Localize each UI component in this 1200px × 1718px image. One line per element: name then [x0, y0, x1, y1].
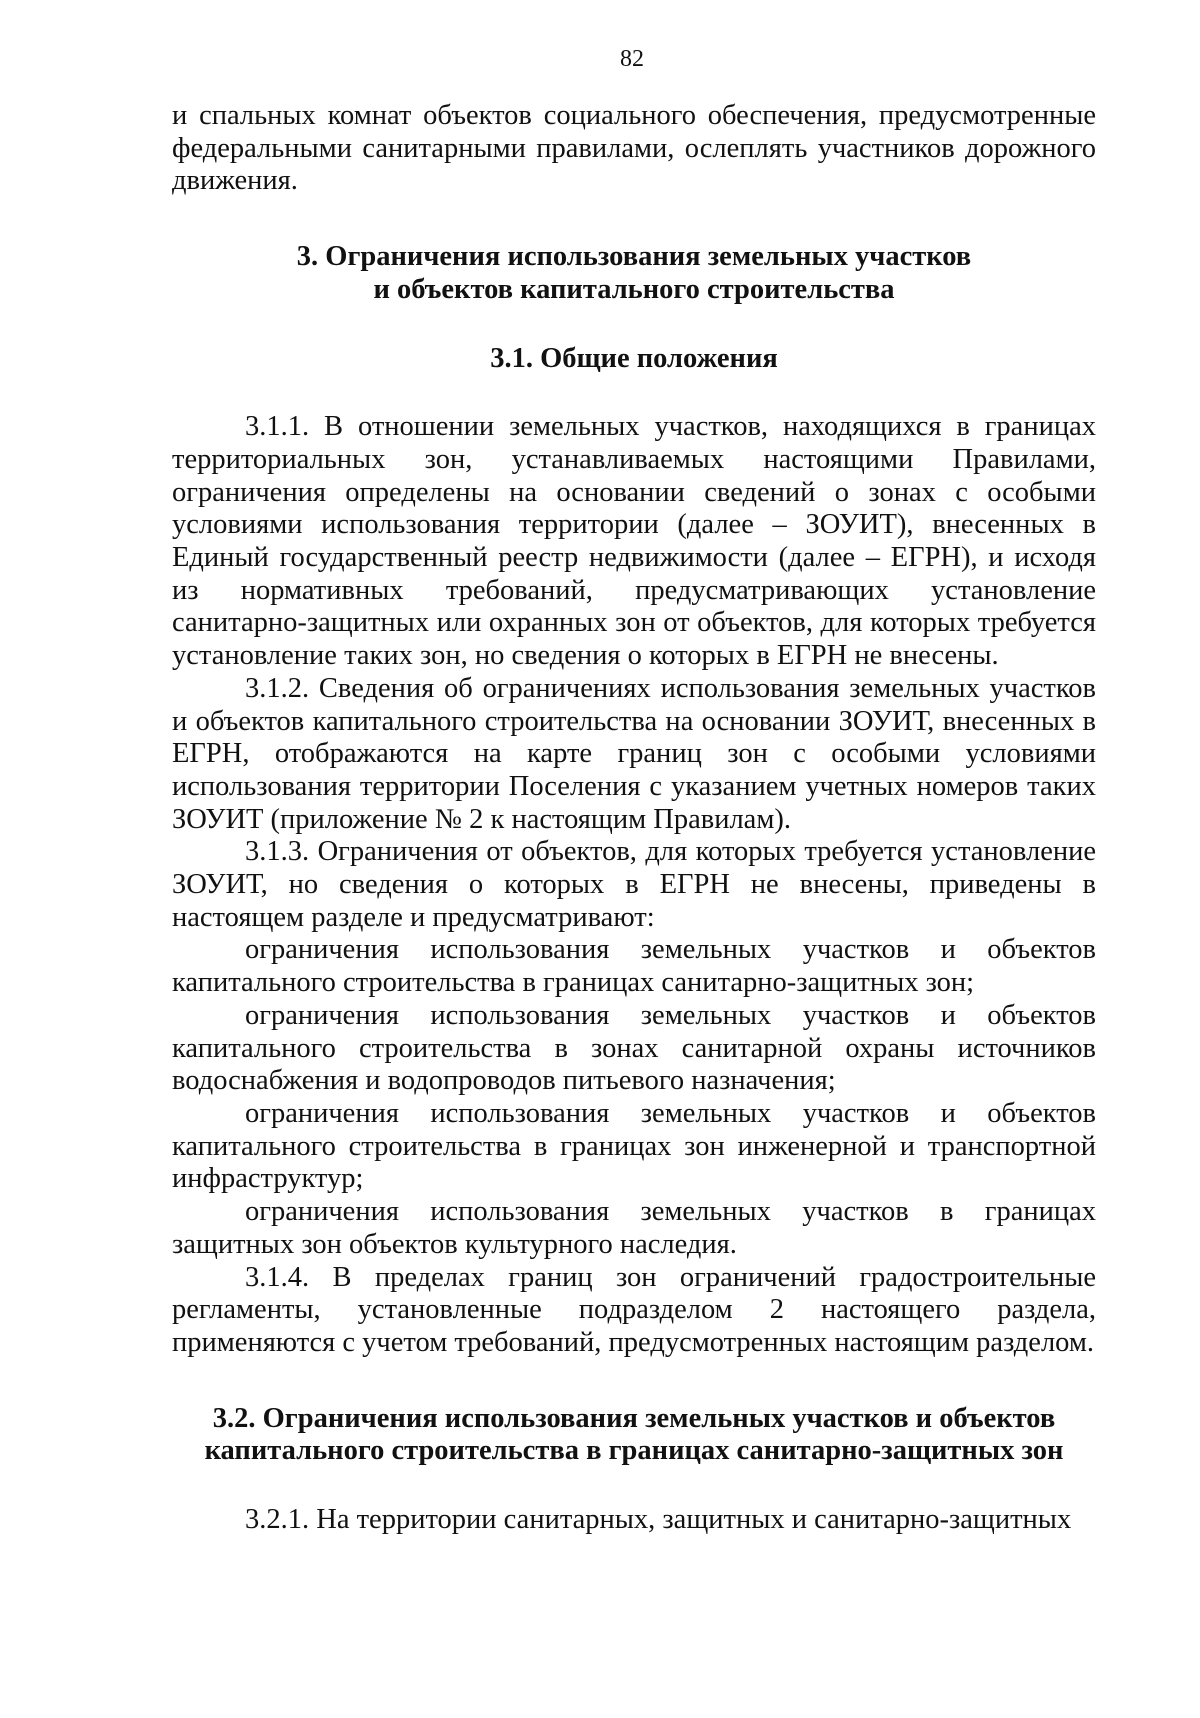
section-3-title-line1: 3. Ограничения использования земельных участков — [296, 241, 972, 273]
section-3-2-title-line2: капитального строительства в границах санитарно-защитных зон — [204, 1435, 1064, 1467]
section-3-title-line2: и объектов капитального строительства — [373, 273, 895, 305]
list-item-sanitary-zones: ограничения использования земельных участков и объектов капитального строительства в границах санитарно-защитных зон; — [172, 934, 1096, 999]
section-3-title — [172, 241, 1096, 306]
paragraph-3-1-4: 3.1.4. В пределах границ зон ограничений градостроительные регламенты, установленные подразделом 2 настоящего раздела, применяются с учетом требований, предусмотренных настоящим разделом. — [172, 1261, 1096, 1358]
paragraph-3-1-2: 3.1.2. Сведения об ограничениях использования земельных участков и объектов капитального строительства на основании ЗОУИТ, внесенных в ЕГРН, отображаются на карте границ зон с особыми условиями использования территории Поселения с указанием учетных номеров таких ЗОУИТ (приложение № 2 к настоящим Правилам). — [172, 672, 1096, 835]
paragraph-3-1-1: 3.1.1. В отношении земельных участков, находящихся в границах территориальных зон, устанавливаемых настоящими Правилами, ограничения определены на основании сведений о зонах с особыми условиями использования территории (далее – ЗОУИТ), внесенных в Единый государственный реестр недвижимости (далее – ЕГРН), и исходя из нормативных требований, предусматривающих установление санитарно-защитных или охранных зон от объектов, для которых требуется установление таких зон, но сведения о которых в ЕГРН не внесены. — [172, 411, 1096, 672]
list-item-water-protection-zones: ограничения использования земельных участков и объектов капитального строительства в зонах санитарной охраны источников водоснабжения и водопроводов питьевого назначения; — [172, 999, 1096, 1097]
paragraph-3-2-1: 3.2.1. На территории санитарных, защитных и санитарно-защитных — [245, 1504, 1072, 1536]
intro-paragraph: и спальных комнат объектов социального обеспечения, предусмотренные федеральными санитарными правилами, ослеплять участников дорожного движения. — [172, 100, 1096, 197]
paragraph-3-1-3: 3.1.3. Ограничения от объектов, для которых требуется установление ЗОУИТ, но сведения о которых в ЕГРН не внесены, приведены в настоящем разделе и предусматривают: — [172, 836, 1096, 933]
list-item-infrastructure-zones: ограничения использования земельных участков и объектов капитального строительства в границах зон инженерной и транспортной инфраструктур; — [172, 1097, 1096, 1195]
page-number: 82 — [620, 46, 644, 72]
section-3-2-title-line1: 3.2. Ограничения использования земельных участков и объектов — [212, 1402, 1056, 1434]
page-content — [172, 100, 1096, 1537]
list-item-cultural-heritage-zones: ограничения использования земельных участков в границах защитных зон объектов культурного наследия. — [172, 1196, 1096, 1260]
section-3-2-title — [142, 1403, 1126, 1468]
section-3-1-title: 3.1. Общие положения — [490, 342, 778, 374]
